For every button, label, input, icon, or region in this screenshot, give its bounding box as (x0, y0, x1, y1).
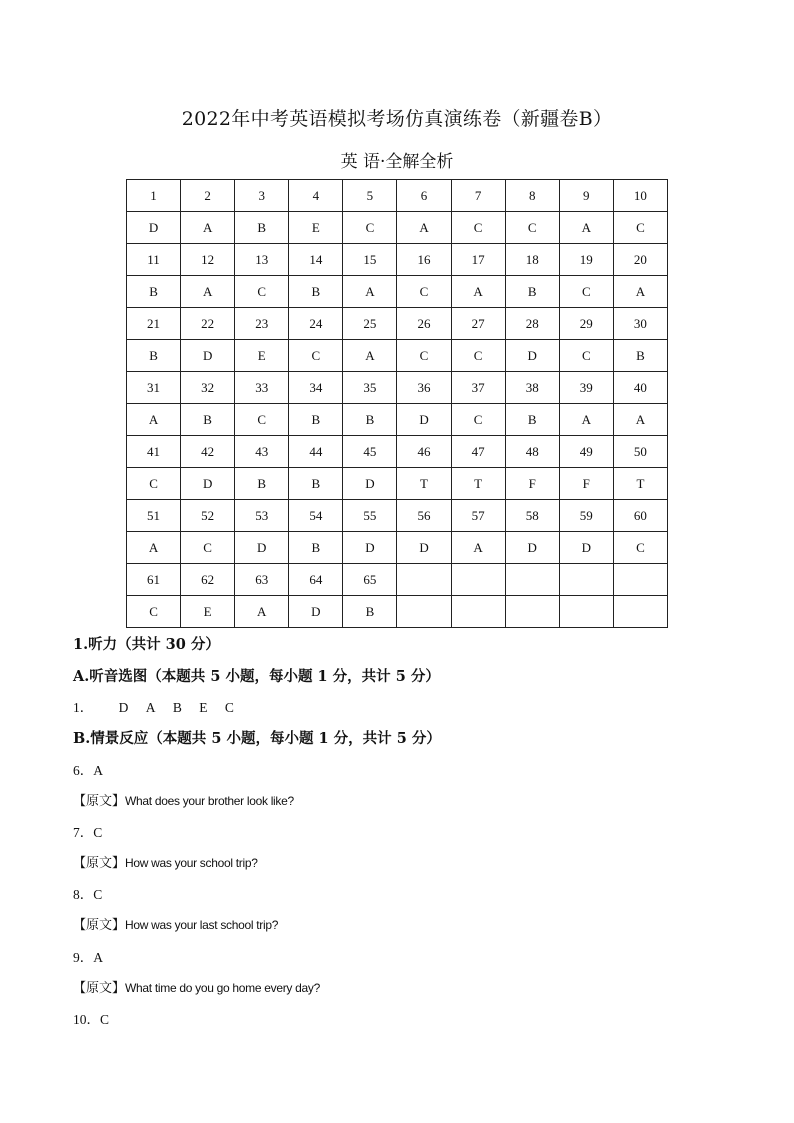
question-number-cell: 30 (613, 308, 667, 340)
question-number-cell: 45 (343, 436, 397, 468)
answer-cell: D (181, 340, 235, 372)
answer-table (126, 179, 668, 628)
question-number-cell: 22 (181, 308, 235, 340)
original-text-6 (73, 790, 294, 809)
part-b-heading: B.情景反应（本题共 5 小题，每小题 1 分，共计 5 分） (73, 730, 441, 747)
answer-cell: B (289, 532, 343, 564)
question-number-cell (505, 564, 559, 596)
question-number-cell: 61 (127, 564, 181, 596)
question-number-cell: 47 (451, 436, 505, 468)
question-number-cell: 41 (127, 436, 181, 468)
answer-cell: C (181, 532, 235, 564)
question-number-cell: 36 (397, 372, 451, 404)
answer-cell: B (235, 468, 289, 500)
question-number-cell: 14 (289, 244, 343, 276)
answer-cell: A (343, 276, 397, 308)
question-number-cell: 55 (343, 500, 397, 532)
part-a-answer: A (145, 700, 156, 715)
answer-cell: F (559, 468, 613, 500)
answer-cell: A (343, 340, 397, 372)
question-number-cell: 59 (559, 500, 613, 532)
original-label: 【原文】 (73, 981, 126, 996)
question-number-cell: 43 (235, 436, 289, 468)
question-number-cell: 32 (181, 372, 235, 404)
question-number-cell: 5 (343, 180, 397, 212)
question-number-cell (451, 564, 505, 596)
question-number-cell: 38 (505, 372, 559, 404)
question-number-row (127, 244, 668, 276)
question-number-cell: 56 (397, 500, 451, 532)
question-number-cell: 37 (451, 372, 505, 404)
answer-cell: C (505, 212, 559, 244)
answer-cell: T (613, 468, 667, 500)
part-a-answer: C (224, 700, 234, 715)
question-number-cell: 53 (235, 500, 289, 532)
answer-cell: D (235, 532, 289, 564)
answer-cell: C (127, 468, 181, 500)
question-number-cell: 4 (289, 180, 343, 212)
question-number-cell: 62 (181, 564, 235, 596)
answer-row (127, 276, 668, 308)
part-a-answer: E (199, 700, 208, 715)
answer-cell: A (559, 212, 613, 244)
answer-cell: A (613, 404, 667, 436)
answer-row (127, 340, 668, 372)
question-number-cell: 52 (181, 500, 235, 532)
question-number-cell: 9 (559, 180, 613, 212)
original-text-8 (73, 914, 278, 933)
answer-cell: A (127, 404, 181, 436)
answer-cell: C (613, 532, 667, 564)
section-1-heading: 1.听力（共计 30 分） (73, 636, 220, 653)
answer-cell: B (235, 212, 289, 244)
question-number-cell: 31 (127, 372, 181, 404)
original-sentence: What does your brother look like? (125, 794, 294, 808)
question-number-row (127, 308, 668, 340)
question-number-cell: 34 (289, 372, 343, 404)
answer-row (127, 596, 668, 628)
question-number-row (127, 180, 668, 212)
answer-cell: A (181, 276, 235, 308)
question-number-cell: 50 (613, 436, 667, 468)
answer-cell: E (235, 340, 289, 372)
question-number-cell: 42 (181, 436, 235, 468)
answer-cell: D (181, 468, 235, 500)
answer-10: 10．C (73, 1012, 110, 1027)
answer-7: 7．C (73, 825, 103, 840)
question-number-cell: 20 (613, 244, 667, 276)
question-number-cell: 7 (451, 180, 505, 212)
question-number-cell: 25 (343, 308, 397, 340)
answer-table-body (127, 180, 668, 628)
question-number-row (127, 564, 668, 596)
question-number-cell: 63 (235, 564, 289, 596)
answer-cell: C (559, 276, 613, 308)
answer-cell: F (505, 468, 559, 500)
question-number-row (127, 500, 668, 532)
question-number-cell: 51 (127, 500, 181, 532)
question-number-row (127, 372, 668, 404)
question-number-cell: 29 (559, 308, 613, 340)
part-a-heading: A.听音选图（本题共 5 小题，每小题 1 分，共计 5 分） (73, 668, 440, 685)
question-number-cell: 6 (397, 180, 451, 212)
answer-cell: A (127, 532, 181, 564)
answer-cell: C (343, 212, 397, 244)
answer-cell: D (343, 532, 397, 564)
answer-cell: A (559, 404, 613, 436)
answer-cell: C (397, 276, 451, 308)
question-number-cell: 18 (505, 244, 559, 276)
original-text-7 (73, 852, 258, 871)
question-number-row (127, 436, 668, 468)
answer-row (127, 468, 668, 500)
answer-cell: C (235, 404, 289, 436)
question-number-cell: 49 (559, 436, 613, 468)
question-number-cell: 40 (613, 372, 667, 404)
question-number-cell: 57 (451, 500, 505, 532)
original-label: 【原文】 (73, 794, 126, 809)
question-number-cell: 13 (235, 244, 289, 276)
original-sentence: How was your last school trip? (125, 918, 279, 932)
answer-8: 8．C (73, 887, 103, 902)
question-number-cell: 10 (613, 180, 667, 212)
answer-cell: A (235, 596, 289, 628)
question-number-cell: 2 (181, 180, 235, 212)
answer-cell: C (127, 596, 181, 628)
answer-cell (505, 596, 559, 628)
question-number-cell: 26 (397, 308, 451, 340)
question-number-cell: 8 (505, 180, 559, 212)
answer-cell: A (451, 532, 505, 564)
part-a-answer: B (172, 700, 182, 715)
answer-cell: B (505, 404, 559, 436)
answer-cell: B (343, 404, 397, 436)
answer-cell: D (289, 596, 343, 628)
question-number-cell (397, 564, 451, 596)
answer-cell: B (343, 596, 397, 628)
original-label: 【原文】 (73, 918, 126, 933)
answer-cell: A (181, 212, 235, 244)
question-number-cell: 65 (343, 564, 397, 596)
answer-cell (397, 596, 451, 628)
question-number-cell: 17 (451, 244, 505, 276)
answer-cell: C (289, 340, 343, 372)
question-number-cell: 39 (559, 372, 613, 404)
answer-cell: E (289, 212, 343, 244)
question-number-cell: 16 (397, 244, 451, 276)
answer-cell: T (397, 468, 451, 500)
question-number-cell: 35 (343, 372, 397, 404)
answer-cell: B (127, 276, 181, 308)
answer-cell: B (289, 404, 343, 436)
question-number-cell: 46 (397, 436, 451, 468)
answer-cell: C (613, 212, 667, 244)
answer-cell: A (451, 276, 505, 308)
original-sentence: What time do you go home every day? (125, 981, 320, 995)
answer-cell: B (181, 404, 235, 436)
answer-cell (559, 596, 613, 628)
question-number-cell: 27 (451, 308, 505, 340)
answer-row (127, 212, 668, 244)
question-number-cell: 33 (235, 372, 289, 404)
answer-cell: C (451, 404, 505, 436)
original-text-9 (73, 977, 320, 996)
answer-cell: A (613, 276, 667, 308)
answer-6: 6．A (73, 763, 103, 778)
part-a-answer: D (118, 700, 129, 715)
answer-cell: C (451, 340, 505, 372)
answer-cell: C (235, 276, 289, 308)
question-number-cell: 64 (289, 564, 343, 596)
answer-cell: D (397, 404, 451, 436)
answer-9: 9．A (73, 950, 103, 965)
answer-cell: E (181, 596, 235, 628)
question-number-cell: 24 (289, 308, 343, 340)
page-subtitle: 英 语·全解全析 (340, 152, 454, 172)
question-number-cell: 48 (505, 436, 559, 468)
question-number-cell: 15 (343, 244, 397, 276)
part-a-number: 1． (73, 700, 94, 715)
question-number-cell: 3 (235, 180, 289, 212)
question-number-cell: 1 (127, 180, 181, 212)
question-number-cell: 21 (127, 308, 181, 340)
answer-cell: C (559, 340, 613, 372)
answer-cell: B (505, 276, 559, 308)
question-number-cell (559, 564, 613, 596)
answer-cell: D (127, 212, 181, 244)
answer-cell (613, 596, 667, 628)
answer-cell: D (343, 468, 397, 500)
part-a-answers (73, 696, 248, 716)
answer-cell: B (127, 340, 181, 372)
answer-cell: B (613, 340, 667, 372)
answer-cell: D (559, 532, 613, 564)
question-number-cell (613, 564, 667, 596)
original-label: 【原文】 (73, 856, 126, 871)
answer-cell: T (451, 468, 505, 500)
answer-cell: D (505, 532, 559, 564)
question-number-cell: 44 (289, 436, 343, 468)
answer-cell: C (397, 340, 451, 372)
question-number-cell: 58 (505, 500, 559, 532)
answer-cell: D (505, 340, 559, 372)
answer-row (127, 532, 668, 564)
answer-cell: C (451, 212, 505, 244)
question-number-cell: 12 (181, 244, 235, 276)
answer-row (127, 404, 668, 436)
answer-cell: A (397, 212, 451, 244)
question-number-cell: 28 (505, 308, 559, 340)
answer-cell: B (289, 468, 343, 500)
question-number-cell: 23 (235, 308, 289, 340)
question-number-cell: 11 (127, 244, 181, 276)
answer-cell (451, 596, 505, 628)
original-sentence: How was your school trip? (125, 856, 258, 870)
answer-cell: D (397, 532, 451, 564)
question-number-cell: 60 (613, 500, 667, 532)
page-title: 2022年中考英语模拟考场仿真演练卷（新疆卷B） (181, 108, 613, 130)
answer-cell: B (289, 276, 343, 308)
question-number-cell: 54 (289, 500, 343, 532)
question-number-cell: 19 (559, 244, 613, 276)
